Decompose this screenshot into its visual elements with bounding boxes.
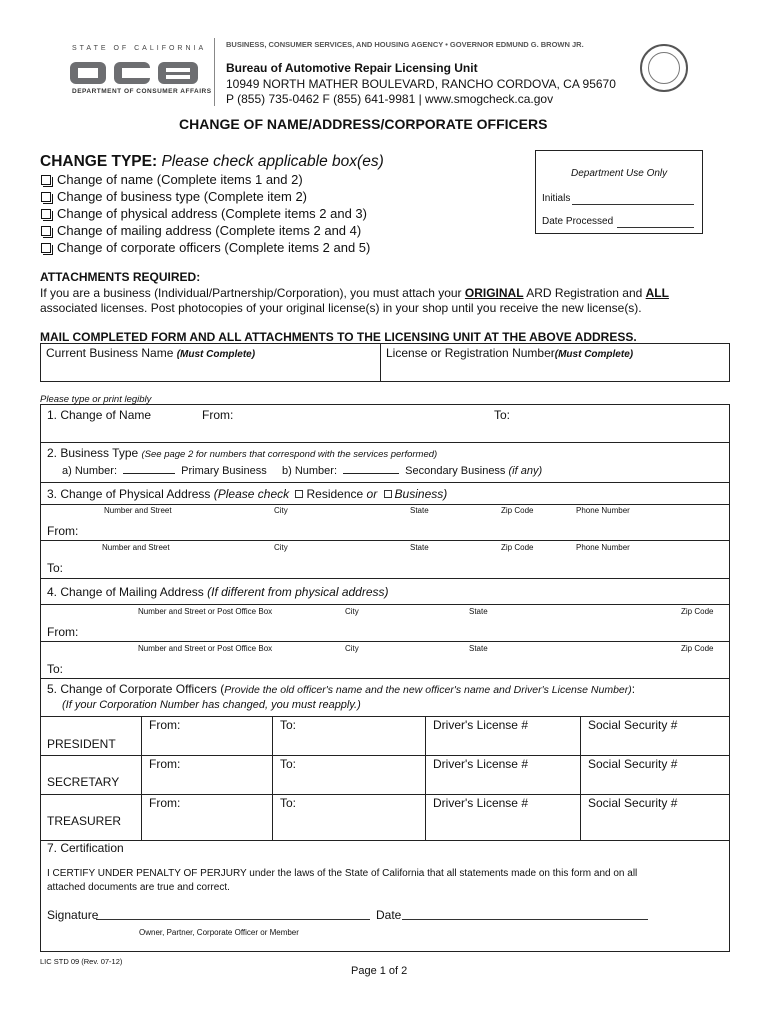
mailing-from-input[interactable] bbox=[90, 617, 726, 639]
section1-from-label: From: bbox=[202, 408, 234, 422]
col-phone: Phone Number bbox=[576, 506, 630, 515]
attachments-heading: ATTACHMENTS REQUIRED: bbox=[40, 270, 201, 284]
physical-from-input[interactable] bbox=[90, 516, 726, 538]
checkbox-icon bbox=[41, 192, 51, 202]
certification-text-2: attached documents are true and correct. bbox=[47, 882, 230, 893]
name-to-input[interactable] bbox=[516, 406, 726, 440]
col-mail-zip: Zip Code bbox=[681, 644, 714, 653]
officer-secretary: SECRETARY bbox=[47, 775, 120, 789]
physical-to-label: To: bbox=[47, 561, 64, 575]
checkbox-icon bbox=[41, 226, 51, 236]
change-type-option[interactable]: Change of corporate officers (Complete items 2 and 5) bbox=[41, 240, 370, 255]
dept-label: DEPARTMENT OF CONSUMER AFFAIRS bbox=[72, 88, 212, 95]
treasurer-from-input[interactable] bbox=[143, 812, 271, 838]
secretary-to-input[interactable] bbox=[274, 772, 424, 792]
physical-from-label: From: bbox=[47, 524, 79, 538]
primary-number-input[interactable] bbox=[123, 464, 175, 474]
treasurer-dl-input[interactable] bbox=[427, 812, 579, 838]
president-to-input[interactable] bbox=[274, 733, 424, 753]
col-mail-city: City bbox=[345, 644, 359, 653]
section1-to-label: To: bbox=[494, 408, 511, 422]
form-id: LIC STD 09 (Rev. 07-12) bbox=[40, 957, 123, 966]
primary-business-row: a) Number: Primary Business bbox=[62, 465, 267, 477]
date-processed-label: Date Processed bbox=[542, 216, 614, 227]
signature-label: Signature bbox=[47, 908, 99, 922]
officer-from-label: From: bbox=[149, 718, 181, 732]
agency-line: BUSINESS, CONSUMER SERVICES, AND HOUSING AGENCY • GOVERNOR EDMUND G. BROWN JR. bbox=[226, 40, 584, 49]
dca-logo bbox=[70, 60, 200, 84]
col-number-street: Number and Street bbox=[104, 506, 172, 515]
change-type-option[interactable]: Change of mailing address (Complete items 2 and 4) bbox=[41, 223, 361, 238]
page-number: Page 1 of 2 bbox=[351, 965, 408, 977]
col-number-street: Number and Street bbox=[102, 543, 170, 552]
president-ssn-input[interactable] bbox=[582, 733, 728, 753]
mailing-from-label: From: bbox=[47, 625, 79, 639]
name-from-input[interactable] bbox=[240, 406, 480, 440]
officer-president: PRESIDENT bbox=[47, 737, 116, 751]
residence-checkbox[interactable] bbox=[295, 490, 303, 498]
col-mail-zip: Zip Code bbox=[681, 607, 714, 616]
license-number-label: License or Registration Number(Must Complete) bbox=[386, 346, 634, 360]
state-label: STATE OF CALIFORNIA bbox=[72, 45, 207, 52]
bureau-contact: P (855) 735-0462 F (855) 641-9981 | www.smogcheck.ca.gov bbox=[226, 92, 554, 106]
business-name-label: Current Business Name (Must Complete) bbox=[46, 346, 256, 360]
section4-label: 4. Change of Mailing Address (If different from physical address) bbox=[47, 585, 389, 599]
col-zip: Zip Code bbox=[501, 543, 534, 552]
change-type-option[interactable]: Change of physical address (Complete items 2 and 3) bbox=[41, 206, 367, 221]
col-mail-state: State bbox=[469, 644, 488, 653]
officer-dl-label: Driver's License # bbox=[433, 796, 528, 810]
officer-ssn-label: Social Security # bbox=[588, 757, 678, 771]
secretary-ssn-input[interactable] bbox=[582, 772, 728, 792]
section1-label: 1. Change of Name bbox=[47, 408, 152, 422]
change-type-option[interactable]: Change of name (Complete items 1 and 2) bbox=[41, 172, 303, 187]
section5-subnote: (If your Corporation Number has changed, you must reapply.) bbox=[62, 699, 361, 711]
bureau-name: Bureau of Automotive Repair Licensing Unit bbox=[226, 61, 478, 75]
attachments-text-1: If you are a business (Individual/Partnership/Corporation), you must attach your ORIGINAL ARD Registration and ALL bbox=[40, 286, 669, 300]
col-mail-street: Number and Street or Post Office Box bbox=[138, 644, 273, 653]
checkbox-icon bbox=[41, 243, 51, 253]
date-field[interactable] bbox=[402, 919, 648, 920]
header-divider bbox=[214, 38, 215, 106]
initials-field[interactable] bbox=[572, 204, 694, 205]
business-checkbox[interactable] bbox=[384, 490, 392, 498]
checkbox-icon bbox=[41, 175, 51, 185]
col-phone: Phone Number bbox=[576, 543, 630, 552]
treasurer-ssn-input[interactable] bbox=[582, 812, 728, 838]
officer-ssn-label: Social Security # bbox=[588, 796, 678, 810]
officer-from-label: From: bbox=[149, 757, 181, 771]
attachments-text-2: associated licenses. Post photocopies of your original license(s) in your shop until you receive the new license(s). bbox=[40, 301, 642, 315]
certification-text-1: I CERTIFY UNDER PENALTY OF PERJURY under the laws of the State of California that all statements made on this form and on all bbox=[47, 868, 638, 879]
secondary-business-row: b) Number: Secondary Business (if any) bbox=[282, 465, 543, 477]
date-label: Date bbox=[376, 908, 402, 922]
mail-notice: MAIL COMPLETED FORM AND ALL ATTACHMENTS TO THE LICENSING UNIT AT THE ABOVE ADDRESS. bbox=[40, 330, 637, 344]
license-number-input[interactable] bbox=[381, 362, 729, 380]
officer-dl-label: Driver's License # bbox=[433, 757, 528, 771]
col-mail-street: Number and Street or Post Office Box bbox=[138, 607, 273, 616]
col-city: City bbox=[274, 543, 288, 552]
col-state: State bbox=[410, 506, 429, 515]
officer-to-label: To: bbox=[280, 796, 297, 810]
col-city: City bbox=[274, 506, 288, 515]
state-seal-icon bbox=[640, 44, 688, 92]
president-dl-input[interactable] bbox=[427, 733, 579, 753]
print-note: Please type or print legibly bbox=[40, 394, 152, 405]
president-from-input[interactable] bbox=[143, 733, 271, 753]
officer-dl-label: Driver's License # bbox=[433, 718, 528, 732]
date-processed-field[interactable] bbox=[617, 227, 694, 228]
section7-label: 7. Certification bbox=[47, 841, 124, 855]
owner-note: Owner, Partner, Corporate Officer or Member bbox=[139, 928, 299, 937]
col-mail-state: State bbox=[469, 607, 488, 616]
section3-label: 3. Change of Physical Address (Please check Residence or Business) bbox=[47, 487, 448, 501]
col-zip: Zip Code bbox=[501, 506, 534, 515]
officer-to-label: To: bbox=[280, 718, 297, 732]
officer-treasurer: TREASURER bbox=[47, 814, 122, 828]
col-state: State bbox=[410, 543, 429, 552]
signature-field[interactable] bbox=[96, 919, 370, 920]
business-name-input[interactable] bbox=[41, 362, 379, 380]
treasurer-to-input[interactable] bbox=[274, 812, 424, 838]
secretary-from-input[interactable] bbox=[143, 772, 271, 792]
change-type-heading: CHANGE TYPE: Please check applicable box(es) bbox=[40, 153, 384, 170]
col-mail-city: City bbox=[345, 607, 359, 616]
bureau-address: 10949 NORTH MATHER BOULEVARD, RANCHO CORDOVA, CA 95670 bbox=[226, 77, 616, 91]
change-type-option[interactable]: Change of business type (Complete item 2) bbox=[41, 189, 307, 204]
mailing-to-input[interactable] bbox=[80, 655, 726, 677]
checkbox-icon bbox=[41, 209, 51, 219]
section5-label: 5. Change of Corporate Officers (Provide the old officer's name and the new officer's name and Driver's License Number): bbox=[47, 682, 636, 696]
mailing-to-label: To: bbox=[47, 662, 64, 676]
officer-to-label: To: bbox=[280, 757, 297, 771]
secretary-dl-input[interactable] bbox=[427, 772, 579, 792]
dept-use-title: Department Use Only bbox=[571, 168, 668, 179]
officer-ssn-label: Social Security # bbox=[588, 718, 678, 732]
section2-label: 2. Business Type (See page 2 for numbers that correspond with the services performed) bbox=[47, 446, 438, 460]
secondary-number-input[interactable] bbox=[343, 464, 399, 474]
physical-to-input[interactable] bbox=[80, 554, 726, 576]
initials-label: Initials bbox=[542, 193, 571, 204]
officer-from-label: From: bbox=[149, 796, 181, 810]
form-title: CHANGE OF NAME/ADDRESS/CORPORATE OFFICERS bbox=[179, 116, 548, 132]
